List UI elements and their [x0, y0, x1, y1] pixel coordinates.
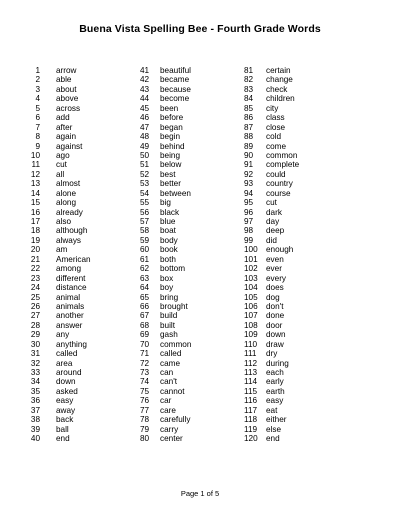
word-text: certain: [266, 66, 291, 75]
word-number: 104: [244, 283, 258, 293]
word-number: 46: [140, 113, 150, 123]
word-text: black: [160, 207, 180, 217]
word-number: 21: [30, 254, 40, 264]
word-number: 120: [244, 434, 258, 444]
word-number: 35: [30, 386, 40, 396]
word-text: cannot: [160, 386, 185, 396]
word-number: 89: [244, 141, 254, 151]
word-number: 88: [244, 132, 254, 142]
word-text: bottom: [160, 264, 186, 274]
word-number: 18: [30, 226, 40, 236]
word-text: across: [56, 103, 81, 113]
word-number: 25: [30, 292, 40, 302]
word-number: 109: [244, 330, 258, 340]
word-text: end: [56, 434, 70, 444]
word-text: boy: [160, 283, 174, 293]
word-text: between: [160, 188, 191, 198]
word-number: 23: [30, 273, 40, 283]
word-text: blue: [160, 217, 176, 226]
word-text: enough: [266, 245, 294, 255]
word-number: 44: [140, 94, 150, 104]
word-text: already: [56, 207, 83, 217]
word-text: brought: [160, 301, 188, 311]
word-text: door: [266, 320, 283, 330]
word-text: best: [160, 169, 176, 179]
word-number: 9: [35, 141, 40, 151]
word-text: common: [266, 150, 298, 160]
word-text: arrow: [56, 66, 77, 75]
word-text: course: [266, 188, 291, 198]
word-text: being: [160, 150, 181, 160]
word-text: answer: [56, 320, 83, 330]
word-number: 83: [244, 84, 254, 94]
word-text: again: [56, 132, 77, 142]
word-number: 103: [244, 273, 258, 283]
word-text: build: [160, 311, 178, 321]
word-text: around: [56, 368, 82, 377]
word-number: 61: [140, 254, 150, 264]
word-number: 68: [140, 320, 150, 330]
word-number: 99: [244, 235, 254, 245]
word-text: cut: [266, 198, 277, 208]
word-text: distance: [56, 283, 87, 293]
word-text: else: [266, 424, 282, 434]
word-text: draw: [266, 339, 284, 349]
word-text: did: [266, 235, 277, 245]
word-number: 82: [244, 75, 254, 85]
word-number: 73: [140, 368, 150, 377]
word-number: 1: [35, 66, 40, 75]
word-text: American: [56, 254, 91, 264]
word-text: ago: [56, 150, 70, 160]
word-text: become: [160, 94, 190, 104]
word-number: 24: [30, 283, 40, 293]
word-number: 69: [140, 330, 150, 340]
word-text: alone: [56, 188, 77, 198]
word-number: 60: [140, 245, 150, 255]
word-number: 16: [30, 207, 40, 217]
word-text: either: [266, 415, 287, 425]
word-number: 106: [244, 301, 258, 311]
word-number: 47: [140, 122, 150, 132]
word-text: down: [56, 377, 76, 387]
word-number: 22: [30, 264, 40, 274]
word-number: 54: [140, 188, 150, 198]
word-number: 14: [30, 188, 40, 198]
word-text: deep: [266, 226, 285, 236]
word-number: 118: [244, 415, 258, 425]
word-text: along: [56, 198, 77, 208]
word-text: because: [160, 84, 191, 94]
word-number: 6: [35, 113, 40, 123]
word-text: ball: [56, 424, 69, 434]
word-text: add: [56, 113, 70, 123]
word-number: 36: [30, 396, 40, 406]
word-number: 93: [244, 179, 254, 189]
word-number: 117: [244, 405, 258, 415]
word-number: 26: [30, 301, 40, 311]
word-number: 50: [140, 150, 150, 160]
word-text: against: [56, 141, 83, 151]
word-text: dry: [266, 349, 278, 359]
word-number: 62: [140, 264, 150, 274]
word-number: 65: [140, 292, 150, 302]
word-text: dog: [266, 292, 280, 302]
word-text: cut: [56, 160, 67, 170]
word-number: 34: [30, 377, 40, 387]
word-text: day: [266, 217, 280, 226]
word-number: 4: [35, 94, 40, 104]
word-number: 119: [244, 424, 258, 434]
word-number: 66: [140, 301, 150, 311]
word-number: 19: [30, 235, 40, 245]
word-text: ever: [266, 264, 282, 274]
word-number: 81: [244, 66, 254, 75]
word-number: 95: [244, 198, 254, 208]
word-text: back: [56, 415, 74, 425]
word-number: 107: [244, 311, 258, 321]
word-number: 114: [244, 377, 258, 387]
word-text: gash: [160, 330, 178, 340]
page-title: Buena Vista Spelling Bee - Fourth Grade Words: [79, 23, 321, 35]
word-number: 10: [30, 150, 40, 160]
word-text: children: [266, 94, 295, 104]
page-number: Page 1 of 5: [180, 489, 220, 498]
word-number: 110: [244, 339, 258, 349]
word-number: 102: [244, 264, 258, 274]
word-text: care: [160, 405, 176, 415]
word-text: come: [266, 141, 287, 151]
word-number: 78: [140, 415, 150, 425]
word-number: 33: [30, 368, 40, 377]
word-text: body: [160, 235, 178, 245]
word-text: after: [56, 122, 73, 132]
word-text: close: [266, 122, 286, 132]
word-number: 56: [140, 207, 150, 217]
word-number: 29: [30, 330, 40, 340]
word-number: 48: [140, 132, 150, 142]
word-number: 76: [140, 396, 150, 406]
word-number: 2: [35, 75, 40, 85]
word-text: anything: [56, 339, 87, 349]
word-text: any: [56, 330, 70, 340]
word-number: 112: [244, 358, 258, 368]
word-text: different: [56, 273, 86, 283]
word-text: above: [56, 94, 79, 104]
word-number: 64: [140, 283, 150, 293]
word-text: easy: [56, 396, 74, 406]
word-text: almost: [56, 179, 81, 189]
word-text: began: [160, 122, 183, 132]
word-number: 80: [140, 434, 150, 444]
word-text: each: [266, 368, 284, 377]
word-number: 15: [30, 198, 40, 208]
word-number: 55: [140, 198, 150, 208]
word-number: 38: [30, 415, 40, 425]
word-number: 31: [30, 349, 40, 359]
word-text: big: [160, 198, 171, 208]
word-number: 91: [244, 160, 254, 170]
word-number: 63: [140, 273, 150, 283]
word-number: 72: [140, 358, 150, 368]
word-text: end: [266, 434, 280, 444]
word-number: 74: [140, 377, 150, 387]
word-text: called: [160, 349, 182, 359]
word-text: built: [160, 320, 176, 330]
word-text: about: [56, 84, 77, 94]
word-number: 108: [244, 320, 258, 330]
word-text: car: [160, 396, 172, 406]
word-number: 59: [140, 235, 150, 245]
word-text: common: [160, 339, 192, 349]
word-number: 71: [140, 349, 150, 359]
word-text: beautiful: [160, 66, 191, 75]
word-number: 70: [140, 339, 150, 349]
word-number: 41: [140, 66, 150, 75]
word-text: behind: [160, 141, 185, 151]
word-text: boat: [160, 226, 176, 236]
word-number: 84: [244, 94, 254, 104]
word-number: 97: [244, 217, 254, 226]
word-text: always: [56, 235, 82, 245]
word-number: 57: [140, 217, 150, 226]
word-text: am: [56, 245, 68, 255]
word-text: became: [160, 75, 190, 85]
word-text: all: [56, 169, 65, 179]
word-number: 79: [140, 424, 150, 434]
word-number: 12: [30, 169, 40, 179]
word-number: 67: [140, 311, 150, 321]
word-text: among: [56, 264, 82, 274]
word-text: away: [56, 405, 76, 415]
word-number: 100: [244, 245, 258, 255]
word-text: early: [266, 377, 284, 387]
word-text: animals: [56, 301, 85, 311]
word-number: 53: [140, 179, 150, 189]
word-number: 37: [30, 405, 40, 415]
word-text: during: [266, 358, 289, 368]
word-text: carry: [160, 424, 179, 434]
word-number: 111: [244, 349, 257, 359]
word-text: city: [266, 103, 279, 113]
word-text: asked: [56, 386, 78, 396]
word-text: better: [160, 179, 181, 189]
word-number: 94: [244, 188, 254, 198]
word-text: done: [266, 311, 285, 321]
word-number: 3: [35, 84, 40, 94]
word-number: 7: [35, 122, 40, 132]
word-text: can: [160, 368, 174, 377]
word-text: area: [56, 358, 73, 368]
word-text: every: [266, 273, 287, 283]
word-number: 90: [244, 150, 254, 160]
word-text: can't: [160, 377, 178, 387]
word-number: 30: [30, 339, 40, 349]
word-text: below: [160, 160, 182, 170]
word-number: 52: [140, 169, 150, 179]
word-text: could: [266, 169, 286, 179]
word-text: bring: [160, 292, 179, 302]
word-text: check: [266, 84, 288, 94]
word-text: don't: [266, 301, 284, 311]
word-text: easy: [266, 396, 284, 406]
word-number: 105: [244, 292, 258, 302]
word-text: class: [266, 113, 285, 123]
word-number: 43: [140, 84, 150, 94]
word-number: 28: [30, 320, 40, 330]
word-text: center: [160, 434, 183, 444]
word-text: cold: [266, 132, 282, 142]
word-text: earth: [266, 386, 285, 396]
word-number: 101: [244, 254, 258, 264]
word-number: 32: [30, 358, 40, 368]
word-text: complete: [266, 160, 300, 170]
word-text: book: [160, 245, 178, 255]
word-text: been: [160, 103, 179, 113]
word-text: eat: [266, 405, 278, 415]
word-number: 98: [244, 226, 254, 236]
word-text: change: [266, 75, 293, 85]
word-text: down: [266, 330, 286, 340]
word-text: does: [266, 283, 284, 293]
word-number: 42: [140, 75, 150, 85]
word-number: 39: [30, 424, 40, 434]
word-text: also: [56, 217, 72, 226]
word-number: 11: [31, 160, 40, 170]
word-text: dark: [266, 207, 282, 217]
word-number: 40: [30, 434, 40, 444]
word-number: 86: [244, 113, 254, 123]
word-number: 116: [244, 396, 258, 406]
word-number: 27: [30, 311, 40, 321]
word-number: 75: [140, 386, 150, 396]
word-number: 51: [140, 160, 150, 170]
word-text: animal: [56, 292, 81, 302]
word-number: 85: [244, 103, 254, 113]
word-number: 115: [244, 386, 258, 396]
word-text: before: [160, 113, 184, 123]
word-number: 77: [140, 405, 150, 415]
word-text: called: [56, 349, 78, 359]
word-number: 113: [244, 368, 258, 377]
word-number: 8: [35, 132, 40, 142]
word-text: although: [56, 226, 88, 236]
word-text: both: [160, 254, 176, 264]
word-number: 49: [140, 141, 150, 151]
word-text: came: [160, 358, 181, 368]
word-text: box: [160, 273, 174, 283]
word-text: even: [266, 254, 284, 264]
word-number: 87: [244, 122, 254, 132]
word-number: 20: [30, 245, 40, 255]
word-number: 5: [35, 103, 40, 113]
word-text: begin: [160, 132, 181, 142]
word-number: 96: [244, 207, 254, 217]
word-text: able: [56, 75, 72, 85]
word-number: 13: [30, 179, 40, 189]
word-text: country: [266, 179, 293, 189]
word-text: another: [56, 311, 84, 321]
word-number: 45: [140, 103, 150, 113]
word-number: 17: [30, 217, 40, 226]
word-text: carefully: [160, 415, 191, 425]
word-number: 58: [140, 226, 150, 236]
word-number: 92: [244, 169, 254, 179]
